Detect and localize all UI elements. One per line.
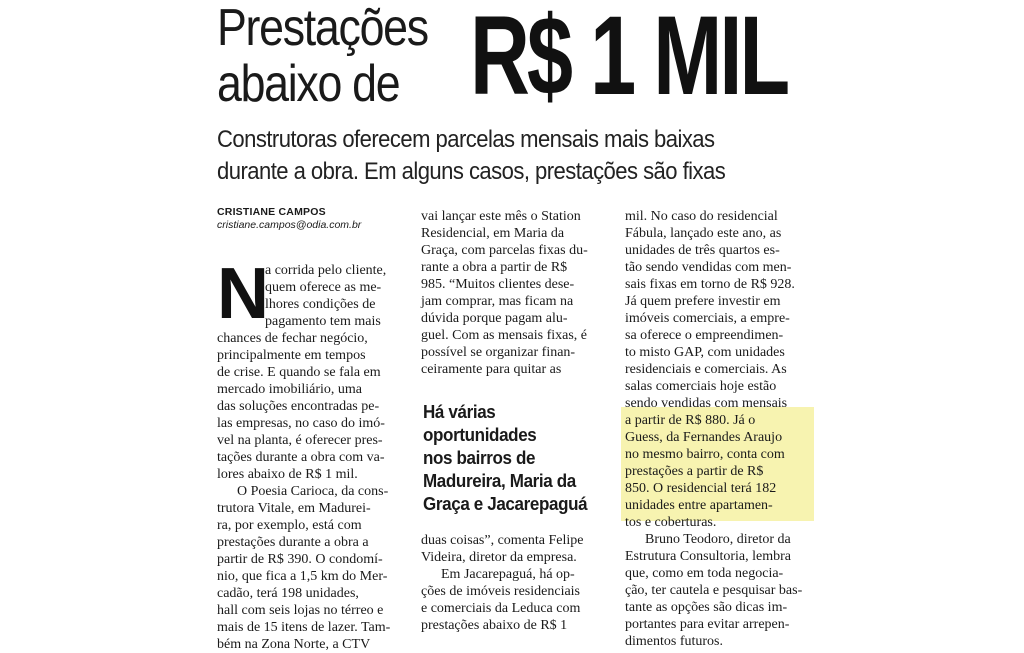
- text-line: ceiramente para quitar as: [421, 362, 562, 377]
- pull-quote-line: Madureira, Maria da: [423, 470, 576, 491]
- text-line: prestações abaixo de R$ 1: [421, 618, 568, 633]
- text-line: sa oferece o empreendimen-: [625, 328, 784, 343]
- text-line: Em Jacarepaguá, há op-: [441, 567, 575, 582]
- byline: [217, 206, 361, 232]
- text-line: hall com seis lojas no térreo e: [217, 603, 384, 618]
- text-line: tações durante a obra com va-: [217, 450, 385, 465]
- text-line: O Poesia Carioca, da cons-: [237, 484, 389, 499]
- text-line: Graça, com parcelas fixas du-: [421, 243, 588, 258]
- text-line: vai lançar este mês o Station: [421, 209, 581, 224]
- text-line: prestações durante a obra a: [217, 535, 369, 550]
- text-line: bém na Zona Norte, a CTV: [217, 637, 371, 652]
- text-line: das soluções encontradas pe-: [217, 399, 380, 414]
- text-line: 850. O residencial terá 182: [625, 481, 777, 496]
- text-line: Videira, diretor da empresa.: [421, 550, 577, 565]
- text-line: a partir de R$ 880. Já o: [625, 413, 756, 428]
- text-line: que, como em toda negocia-: [625, 566, 784, 581]
- text-line: sendo vendidas com mensais: [625, 396, 788, 411]
- text-line: prestações a partir de R$: [625, 464, 764, 479]
- text-line: sais fixas em torno de R$ 928.: [625, 277, 795, 292]
- text-line: dimentos futuros.: [625, 634, 723, 649]
- text-line: duas coisas”, comenta Felipe: [421, 533, 584, 548]
- text-line: imóveis comerciais, a empre-: [625, 311, 790, 326]
- subheadline: [217, 124, 937, 188]
- headline-line1: Prestações: [217, 0, 428, 57]
- text-line: chances de fechar negócio,: [217, 331, 368, 346]
- headline-line2: abaixo de: [217, 55, 400, 113]
- text-line: nio, que fica a 1,5 km do Mer-: [217, 569, 388, 584]
- text-line: a corrida pelo cliente,: [265, 263, 387, 278]
- author-email: cristiane.campos@odia.com.br: [217, 219, 362, 231]
- author-name: CRISTIANE CAMPOS: [217, 206, 326, 218]
- text-line: lhores condições de: [265, 297, 376, 312]
- subhead-line2: durante a obra. Em alguns casos, prestações são fixas: [217, 158, 726, 185]
- text-line: 985. “Muitos clientes dese-: [421, 277, 575, 292]
- text-line: portantes para evitar arrepen-: [625, 617, 790, 632]
- text-line: unidades de três quartos es-: [625, 243, 780, 258]
- text-line: tos e coberturas.: [625, 515, 717, 530]
- pull-quote-line: nos bairros de: [423, 447, 536, 468]
- article-column-1: [217, 262, 407, 653]
- text-line: tão sendo vendidas com men-: [625, 260, 792, 275]
- text-line: de crise. E quando se fala em: [217, 365, 381, 380]
- subhead-line1: Construtoras oferecem parcelas mensais mais baixas: [217, 126, 715, 153]
- pull-quote-space: [421, 378, 611, 532]
- text-line: tante as opções são dicas im-: [625, 600, 788, 615]
- text-line: e comerciais da Leduca com: [421, 601, 581, 616]
- pull-quote-line: Há várias: [423, 401, 496, 422]
- text-line: to misto GAP, com unidades: [625, 345, 785, 360]
- text-line: quem oferece as me-: [265, 280, 382, 295]
- text-line: guel. Com as mensais fixas, é: [421, 328, 588, 343]
- text-line: Bruno Teodoro, diretor da: [645, 532, 791, 547]
- text-line: ra, por exemplo, está com: [217, 518, 362, 533]
- text-line: mais de 15 itens de lazer. Tam-: [217, 620, 391, 635]
- text-line: mil. No caso do residencial: [625, 209, 778, 224]
- text-line: ções de imóveis residenciais: [421, 584, 581, 599]
- text-line: rante a obra a partir de R$: [421, 260, 568, 275]
- text-line: salas comerciais hoje estão: [625, 379, 777, 394]
- drop-cap: N: [217, 254, 269, 334]
- text-line: vel na planta, é oferecer pres-: [217, 433, 383, 448]
- text-line: mercado imobiliário, uma: [217, 382, 363, 397]
- text-line: Residencial, em Maria da: [421, 226, 565, 241]
- text-line: jam comprar, mas ficam na: [421, 294, 574, 309]
- text-line: dúvida porque pagam alu-: [421, 311, 568, 326]
- text-line: no mesmo bairro, conta com: [625, 447, 785, 462]
- text-line: ção, ter cautela e pesquisar bas-: [625, 583, 803, 598]
- text-line: lores abaixo de R$ 1 mil.: [217, 467, 358, 482]
- article-column-3: [625, 208, 813, 650]
- text-line: residenciais e comerciais. As: [625, 362, 787, 377]
- article-column-2: [421, 208, 611, 634]
- text-line: Guess, da Fernandes Araujo: [625, 430, 783, 445]
- pull-quote-line: oportunidades: [423, 424, 537, 445]
- text-line: Já quem prefere investir em: [625, 294, 781, 309]
- text-line: possível se organizar finan-: [421, 345, 576, 360]
- text-line: unidades entre apartamen-: [625, 498, 773, 513]
- headline-amount: R$ 1 MIL: [470, 0, 788, 118]
- text-line: Estrutura Consultoria, lembra: [625, 549, 792, 564]
- text-line: principalmente em tempos: [217, 348, 366, 363]
- text-line: cadão, terá 198 unidades,: [217, 586, 359, 601]
- text-line: las empresas, no caso do imó-: [217, 416, 385, 431]
- text-line: trutora Vitale, em Madurei-: [217, 501, 371, 516]
- text-line: pagamento tem mais: [265, 314, 381, 329]
- pull-quote-line: Graça e Jacarepaguá: [423, 493, 588, 514]
- text-line: partir de R$ 390. O condomí-: [217, 552, 383, 567]
- text-line: Fábula, lançado este ano, as: [625, 226, 782, 241]
